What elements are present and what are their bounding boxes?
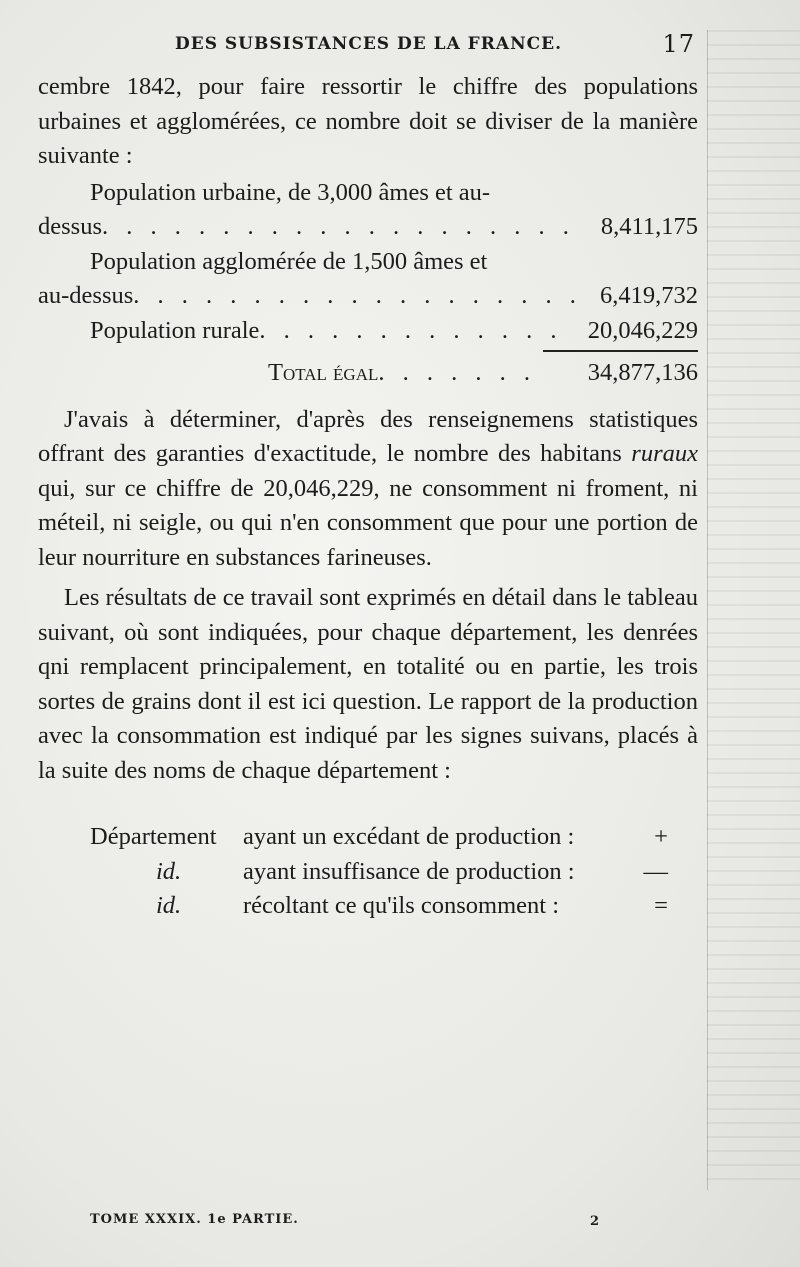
sign-row <box>38 820 698 855</box>
row-label: Population agglomérée de 1,500 âmes et <box>90 247 488 275</box>
sign-prefix: Département <box>90 823 217 850</box>
table-row <box>38 210 698 245</box>
bleed-through-margin <box>707 30 800 1190</box>
row-value: 20,046,229 <box>587 316 698 344</box>
paragraph-1: J'avais à déterminer, d'après des renseignemens statistiques offrant des garanties d'exactitude, le nombre des habitans ruraux qui, sur ce chiffre de 20,046,229, ne consomment ni froment, ni méteil, ni seigle, ou qui n'en consomment que pour une portion de leur nourriture en substances farineuses. <box>38 405 698 571</box>
sign-prefix: id. <box>156 892 182 919</box>
running-title: DES SUBSISTANCES DE LA FRANCE. <box>175 34 563 54</box>
row-label: Population rurale. . . . . . . . . . . . . <box>90 316 563 344</box>
sum-rule <box>543 350 698 352</box>
sign-text: ayant un excédant de production : <box>243 823 575 850</box>
sign-row <box>38 855 698 890</box>
table-row <box>38 176 698 211</box>
row-label: Population urbaine, de 3,000 âmes et au- <box>90 178 491 206</box>
signs-legend <box>38 820 698 924</box>
signature-mark: 2 <box>590 1214 601 1229</box>
body-text <box>38 70 698 924</box>
row-label: dessus. . . . . . . . . . . . . . . . . . . . <box>38 213 575 240</box>
sign-text: récoltant ce qu'ils consomment : <box>243 892 560 919</box>
sign-text: ayant insuffisance de production : <box>243 857 575 885</box>
total-value: 34,877,136 <box>587 359 698 386</box>
row-value: 6,419,732 <box>600 282 698 309</box>
page-footer <box>90 1212 610 1227</box>
running-header <box>175 30 695 58</box>
minus-sign: — <box>643 857 668 885</box>
table-row <box>38 279 698 314</box>
table-row <box>38 314 698 349</box>
equals-sign: = <box>654 892 668 919</box>
total-label: Total égal. . . . . . . <box>268 359 536 386</box>
sign-prefix: id. <box>156 857 182 885</box>
volume-label: TOME XXXIX. 1e PARTIE. <box>90 1212 299 1227</box>
intro-paragraph: cembre 1842, pour faire ressortir le chiffre des populations urbaines et agglomérées, ce nombre doit se diviser de la manière suivante : <box>38 73 698 169</box>
table-row <box>38 245 698 280</box>
plus-sign: + <box>654 823 668 850</box>
population-table <box>38 176 698 391</box>
page-number: 17 <box>662 30 695 58</box>
paragraph-2: Les résultats de ce travail sont exprimés en détail dans le tableau suivant, où sont indiquées, pour chaque département, les denrées qni remplacent principalement, en totalité ou en partie, les trois sortes de grains dont il est ici question. Le rapport de la production avec la consommation est indiqué par les signes suivans, placés à la suite des noms de chaque département : <box>38 584 698 784</box>
row-label: au-dessus. . . . . . . . . . . . . . . . . . . <box>38 282 582 309</box>
sign-row <box>38 889 698 924</box>
total-row <box>38 356 698 391</box>
row-value: 8,411,175 <box>600 213 698 240</box>
